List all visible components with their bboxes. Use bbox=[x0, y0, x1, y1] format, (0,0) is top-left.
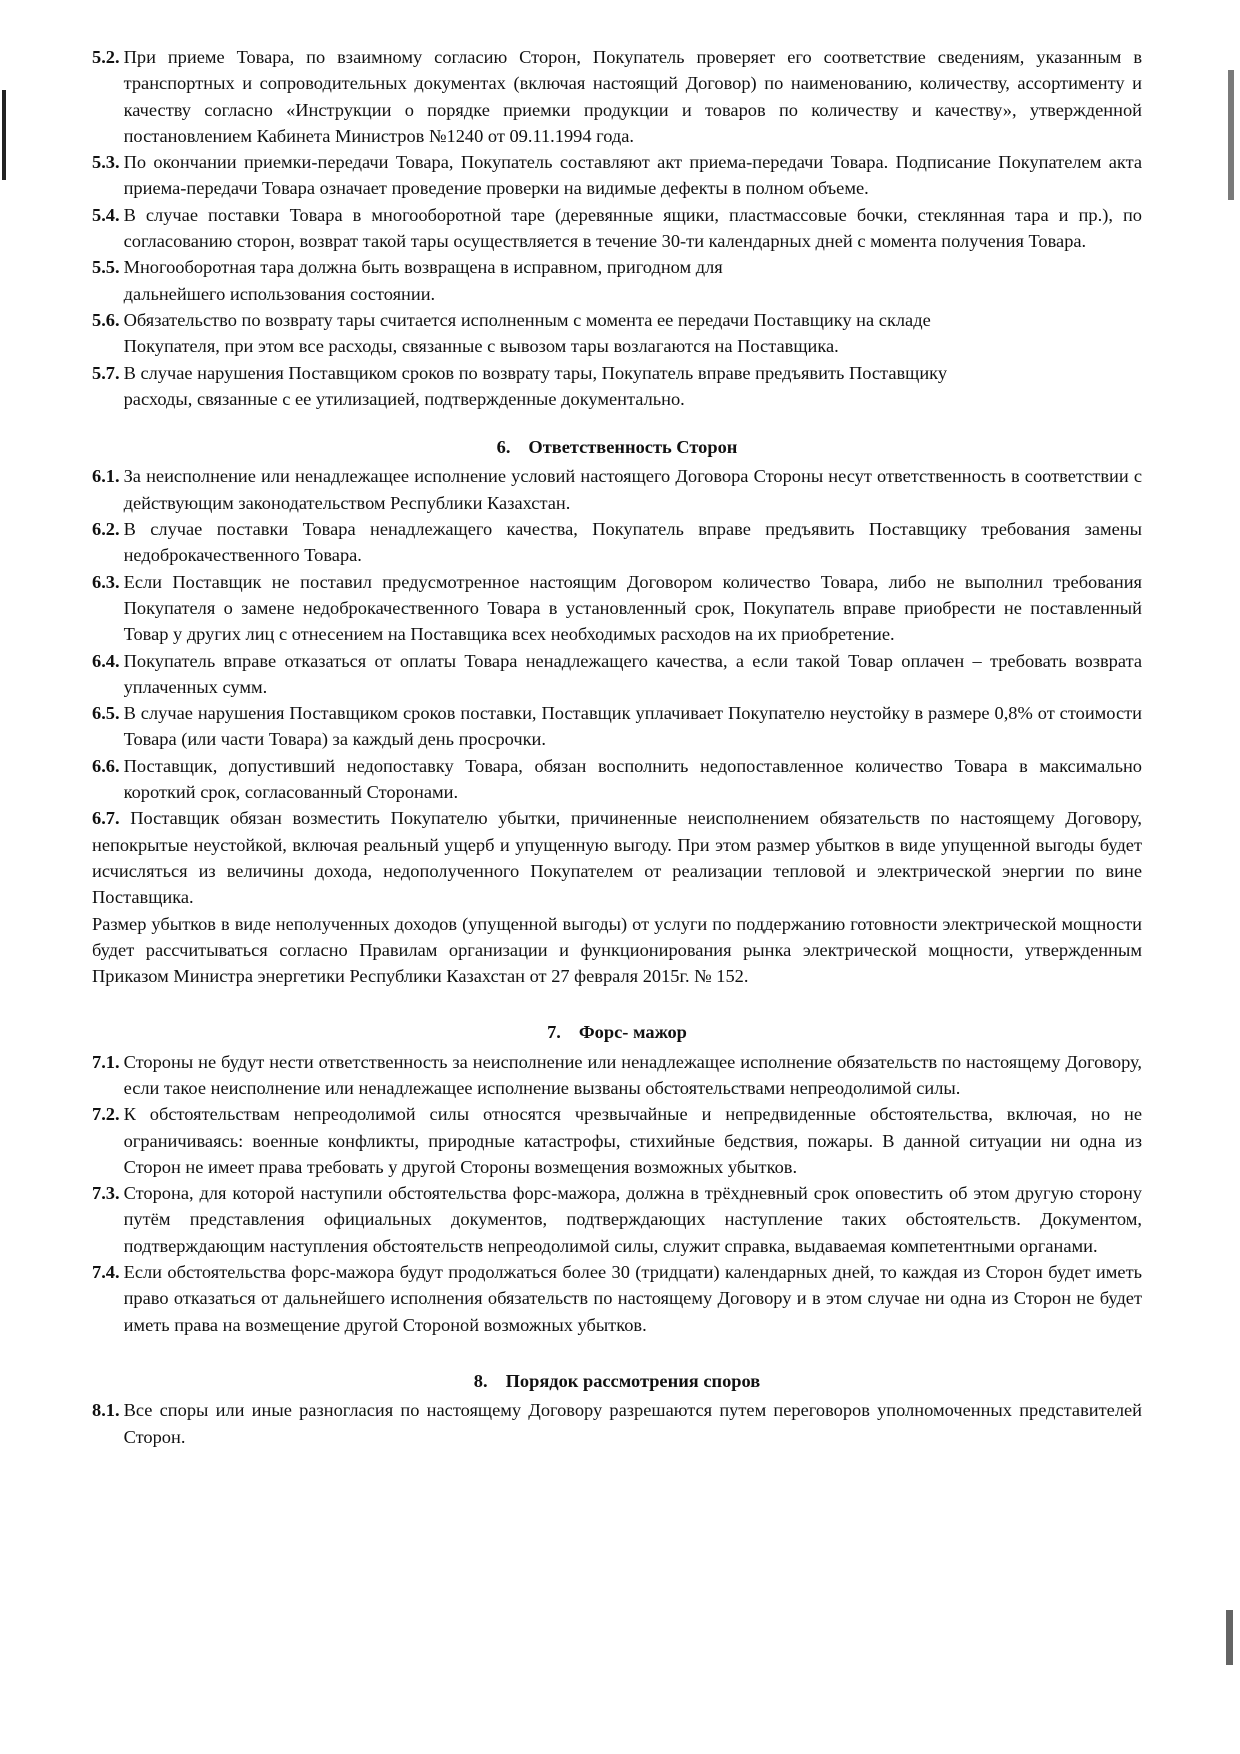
clause-6-4 bbox=[92, 648, 1142, 701]
clause-7-1 bbox=[92, 1049, 1142, 1102]
section-number: 7. bbox=[547, 1022, 561, 1043]
clause-7-3 bbox=[92, 1180, 1142, 1259]
clause-number: 5.5. bbox=[92, 257, 120, 278]
section-7-clauses bbox=[92, 1049, 1142, 1338]
clause-text: За неисполнение или ненадлежащее исполнение условий настоящего Договора Стороны несут ответственность в соответствии с действующим законодательством Республики Казахстан. bbox=[123, 466, 1142, 513]
clause-text: Если обстоятельства форс-мажора будут продолжаться более 30 (тридцати) календарных дней, то каждая из Сторон будет иметь право отказаться от дальнейшего исполнения обязательств по настоящему Договору и в этом случае ни одна из Сторон не будет иметь права на возмещение другой Стороной возможных убытков. bbox=[123, 1262, 1142, 1335]
clause-number: 5.6. bbox=[92, 309, 120, 330]
clause-text: Если Поставщик не поставил предусмотренное настоящим Договором количество Товара, либо не выполнил требования Покупателя о замене недоброкачественного Товара в установленный срок, Покупатель вправе приобрести не поставленный Товар у других лиц с отнесением на Поставщика всех необходимых расходов на их приобретение. bbox=[123, 571, 1142, 645]
clause-number: 8.1. bbox=[92, 1400, 120, 1421]
document-page bbox=[92, 44, 1142, 1450]
clause-text: При приеме Товара, по взаимному согласию Сторон, Покупатель проверяет его соответствие сведениям, указанным в транспортных и сопроводительных документах (включая настоящий Договор) по наименованию, количеству, ассортименту и качеству согласно «Инструкции о порядке приемки продукции и товаров по количеству и качеству», утвержденной постановлением Кабинета Министров №1240 от 09.11.1994 года. bbox=[123, 47, 1142, 146]
section-title: Ответственность Сторон bbox=[528, 437, 738, 458]
section-number: 6. bbox=[496, 437, 511, 458]
clause-6-7 bbox=[92, 805, 1142, 910]
clause-text: Многооборотная тара должна быть возвращена в исправном, пригодном для дальнейшего использования состоянии. bbox=[123, 257, 723, 304]
clause-number: 6.3. bbox=[92, 571, 120, 592]
clause-number: 7.2. bbox=[92, 1104, 120, 1125]
clause-text: В случае нарушения Поставщиком сроков поставки, Поставщик уплачивает Покупателю неустойку в размере 0,8% от стоимости Товара (или части Товара) за каждый день просрочки. bbox=[123, 703, 1142, 750]
section-6-clauses bbox=[92, 463, 1142, 989]
section-5-clauses bbox=[92, 44, 1142, 412]
clause-5-4 bbox=[92, 202, 1142, 255]
clause-number: 6.5. bbox=[92, 703, 120, 724]
clause-text: В случае поставки Товара в многооборотной таре (деревянные ящики, пластмассовые бочки, стеклянная тара и пр.), по согласованию сторон, возврат такой тары осуществляется в течение 30-ти календарных дней с момента получения Товара. bbox=[123, 204, 1142, 252]
clause-number: 6.2. bbox=[92, 519, 120, 540]
clause-number: 6.6. bbox=[92, 755, 120, 776]
clause-6-3 bbox=[92, 569, 1142, 648]
clause-5-7 bbox=[92, 360, 1142, 413]
clause-text: В случае нарушения Поставщиком сроков по возврату тары, Покупатель вправе предъявить Поставщику расходы, связанные с ее утилизацией, подтвержденные документально. bbox=[123, 362, 948, 409]
clause-number: 7.3. bbox=[92, 1183, 120, 1204]
clause-6-1 bbox=[92, 463, 1142, 516]
clause-5-6 bbox=[92, 307, 1142, 360]
clause-text: Стороны не будут нести ответственность за неисполнение или ненадлежащее исполнение обязательств по настоящему Договору, если такое неисполнение или ненадлежащее исполнение вызваны обстоятельствами непреодолимой силы. bbox=[123, 1051, 1142, 1098]
scan-artifact-left bbox=[2, 90, 6, 180]
clause-number: 6.1. bbox=[92, 466, 120, 487]
clause-5-3 bbox=[92, 149, 1142, 202]
clause-text: Все споры или иные разногласия по настоящему Договору разрешаются путем переговоров уполномоченных представителей Сторон. bbox=[123, 1400, 1142, 1447]
clause-7-2 bbox=[92, 1101, 1142, 1180]
clause-5-5 bbox=[92, 254, 1142, 307]
section-7-heading bbox=[92, 1019, 1142, 1045]
section-title: Форс- мажор bbox=[578, 1022, 687, 1043]
clause-8-1 bbox=[92, 1397, 1142, 1450]
clause-text: Сторона, для которой наступили обстоятельства форс-мажора, должна в трёхдневный срок оповестить об этом другую сторону путём представления официальных документов, подтверждающих наступление таких обстоятельств. Документом, подтверждающим наступления обстоятельств непреодолимой силы, служит справка, выдаваемая компетентными органами. bbox=[123, 1183, 1142, 1256]
clause-text: По окончании приемки-передачи Товара, Покупатель составляют акт приема-передачи Товара. Подписание Покупателем акта приема-передачи Товара означает проведение проверки на видимые дефекты в полном объеме. bbox=[123, 152, 1142, 199]
section-number: 8. bbox=[473, 1370, 488, 1391]
clause-number: 7.4. bbox=[92, 1262, 120, 1283]
clause-text: Поставщик обязан возместить Покупателю убытки, причиненные неисполнением обязательств по настоящему Договору, непокрытые неустойкой, включая реальный ущерб и упущенную выгоду. При этом размер убытков в виде упущенной выгоды будет исчисляться из величины дохода, недополученного Покупателем от реализации тепловой и электрической энергии по вине Поставщика. bbox=[92, 808, 1142, 908]
clause-number: 5.2. bbox=[92, 47, 120, 67]
clause-number: 6.4. bbox=[92, 650, 120, 671]
clause-5-2 bbox=[92, 44, 1142, 149]
section-8-heading bbox=[92, 1368, 1142, 1394]
clause-number: 6.7. bbox=[92, 808, 120, 829]
section-title: Порядок рассмотрения споров bbox=[505, 1370, 761, 1391]
section-8-clauses bbox=[92, 1397, 1142, 1450]
clause-6-2 bbox=[92, 516, 1142, 569]
clause-text: В случае поставки Товара ненадлежащего качества, Покупатель вправе предъявить Поставщику требования замены недоброкачественного Товара. bbox=[123, 519, 1142, 566]
clause-number: 5.3. bbox=[92, 152, 120, 173]
scan-artifact-right-bottom bbox=[1226, 1610, 1233, 1665]
clause-number: 7.1. bbox=[92, 1051, 120, 1072]
clause-text: Обязательство по возврату тары считается исполненным с момента ее передачи Поставщику на складе Покупателя, при этом все расходы, связанные с вывозом тары возлагаются на Поставщика. bbox=[123, 309, 931, 357]
clause-6-5 bbox=[92, 700, 1142, 753]
clause-number: 5.4. bbox=[92, 204, 120, 225]
section-6-heading bbox=[92, 434, 1142, 460]
clause-text: К обстоятельствам непреодолимой силы относятся чрезвычайные и непредвиденные обстоятельства, включая, но не ограничиваясь: военные конфликты, природные катастрофы, стихийные бедствия, пожары. В данной ситуации ни одна из Сторон не имеет права требовать у другой Стороны возмещения возможных убытков. bbox=[123, 1104, 1142, 1177]
clause-text: Поставщик, допустивший недопоставку Товара, обязан восполнить недопоставленное количество Товара в максимально короткий срок, согласованный Сторонами. bbox=[123, 755, 1142, 803]
clause-6-6 bbox=[92, 753, 1142, 806]
scan-artifact-right-top bbox=[1228, 70, 1234, 200]
clause-7-4 bbox=[92, 1259, 1142, 1338]
clause-number: 5.7. bbox=[92, 362, 120, 383]
damages-paragraph: Размер убытков в виде неполученных доходов (упущенной выгоды) от услуги по поддержанию готовности электрической мощности будет рассчитываться согласно Правилам организации и функционирования рынка электрической мощности, утвержденным Приказом Министра энергетики Республики Казахстан от 27 февраля 2015г. № 152. bbox=[92, 913, 1142, 987]
clause-text: Покупатель вправе отказаться от оплаты Товара ненадлежащего качества, а если такой Товар оплачен – требовать возврата уплаченных сумм. bbox=[123, 650, 1142, 697]
